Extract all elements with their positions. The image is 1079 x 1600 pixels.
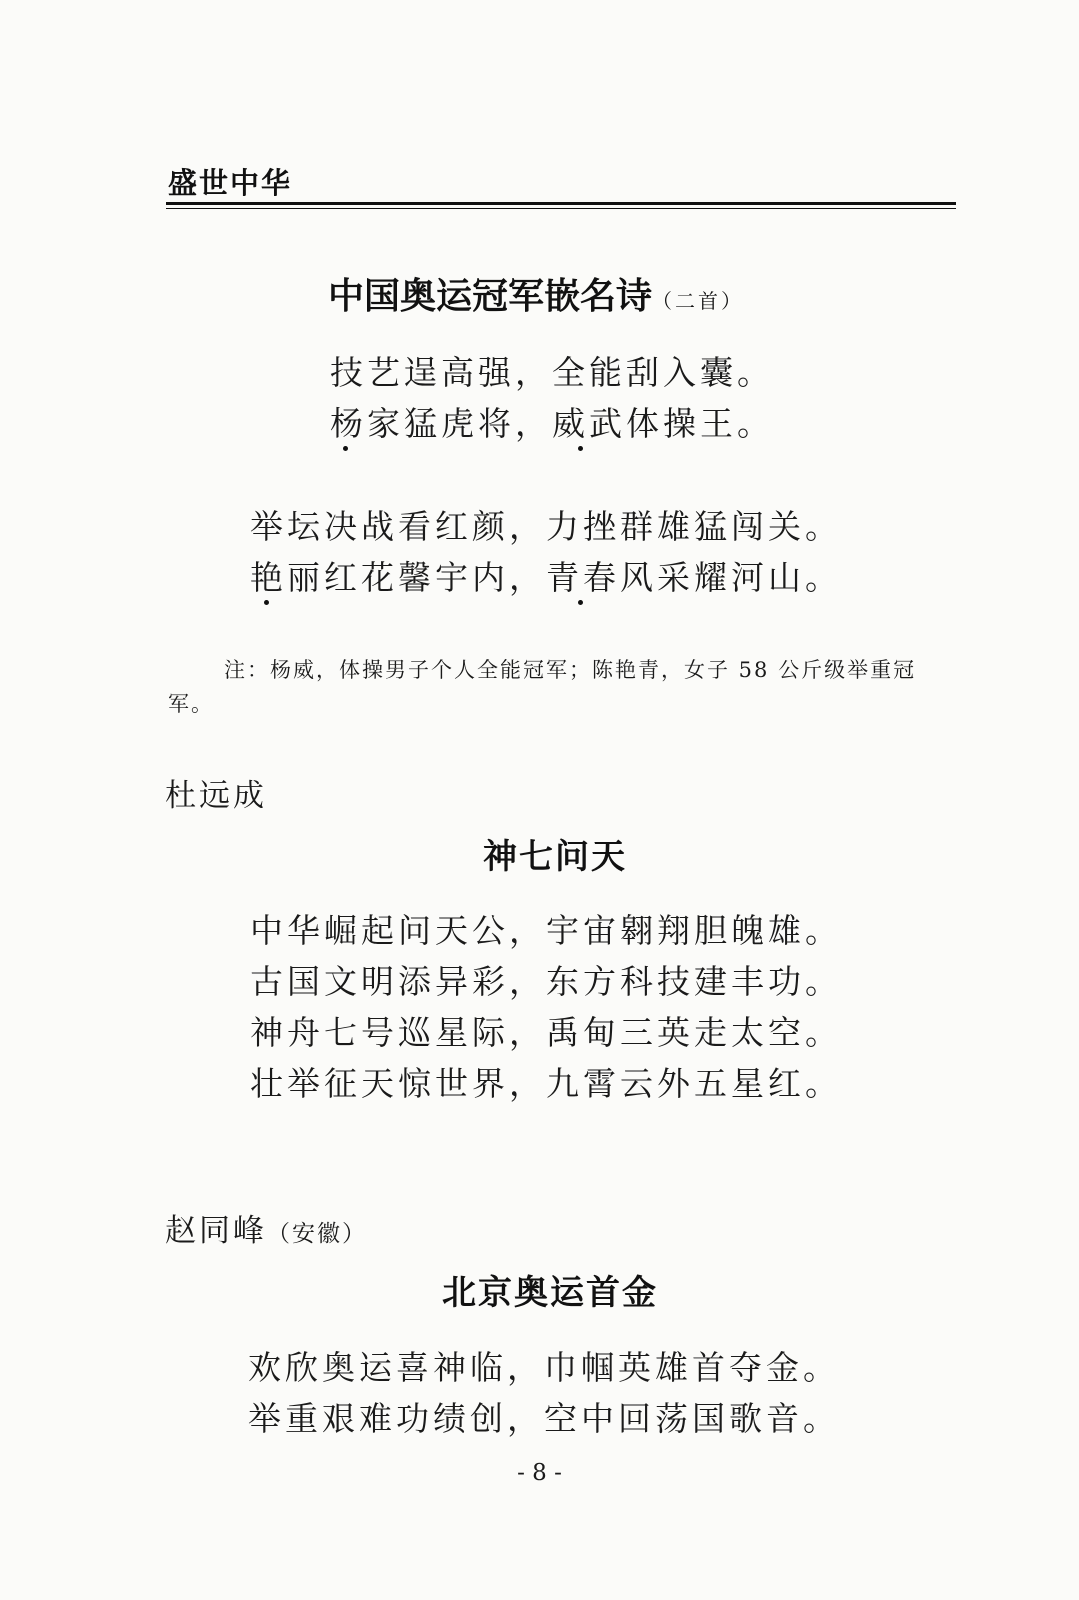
poem3-title: 北京奥运首金 (442, 1273, 658, 1313)
page-number: - 8 - (517, 1460, 562, 1486)
running-header: 盛世中华 (168, 166, 293, 200)
poem2-line: 古国文明添异彩，东方科技建丰功。 (250, 962, 842, 1001)
poem1-note: 注：杨威，体操男子个人全能冠军；陈艳青，女子 58 公斤级举重冠军。 (168, 658, 917, 716)
poem1-title (328, 275, 745, 317)
header-rule-thin (166, 208, 956, 209)
emphasis-dot (343, 446, 348, 451)
poem1-line: 杨家猛虎将，威武体操王。 (330, 404, 774, 443)
poem3-line: 举重艰难功绩创，空中回荡国歌音。 (248, 1399, 840, 1438)
poem1-line: 举坛决战看红颜，力挫群雄猛闯关。 (250, 507, 842, 546)
poem3-line: 欢欣奥运喜神临，巾帼英雄首夺金。 (248, 1348, 840, 1387)
poem2-author: 杜远成 (165, 778, 267, 814)
poem1-line: 技艺逞高强，全能刮入囊。 (330, 353, 774, 392)
poem2-title: 神七问天 (483, 837, 627, 877)
poem1-line: 艳丽红花馨宇内，青春风采耀河山。 (250, 558, 842, 597)
emphasis-dot (578, 600, 583, 605)
poem1-subtitle: （二首） (652, 289, 745, 313)
header-rule (166, 202, 956, 205)
emphasis-dot (578, 446, 583, 451)
emphasis-dot (264, 600, 269, 605)
poem3-author-name: 赵同峰 (165, 1213, 267, 1249)
poem3-author (165, 1213, 367, 1249)
poem1-title-text: 中国奥运冠军嵌名诗 (328, 275, 653, 317)
poem3-author-region: （安徽） (267, 1221, 367, 1247)
poem2-line: 神舟七号巡星际，禹甸三英走太空。 (250, 1013, 842, 1052)
poem2-line: 中华崛起问天公，宇宙翱翔胆魄雄。 (250, 911, 842, 950)
poem2-line: 壮举征天惊世界，九霄云外五星红。 (250, 1064, 842, 1103)
